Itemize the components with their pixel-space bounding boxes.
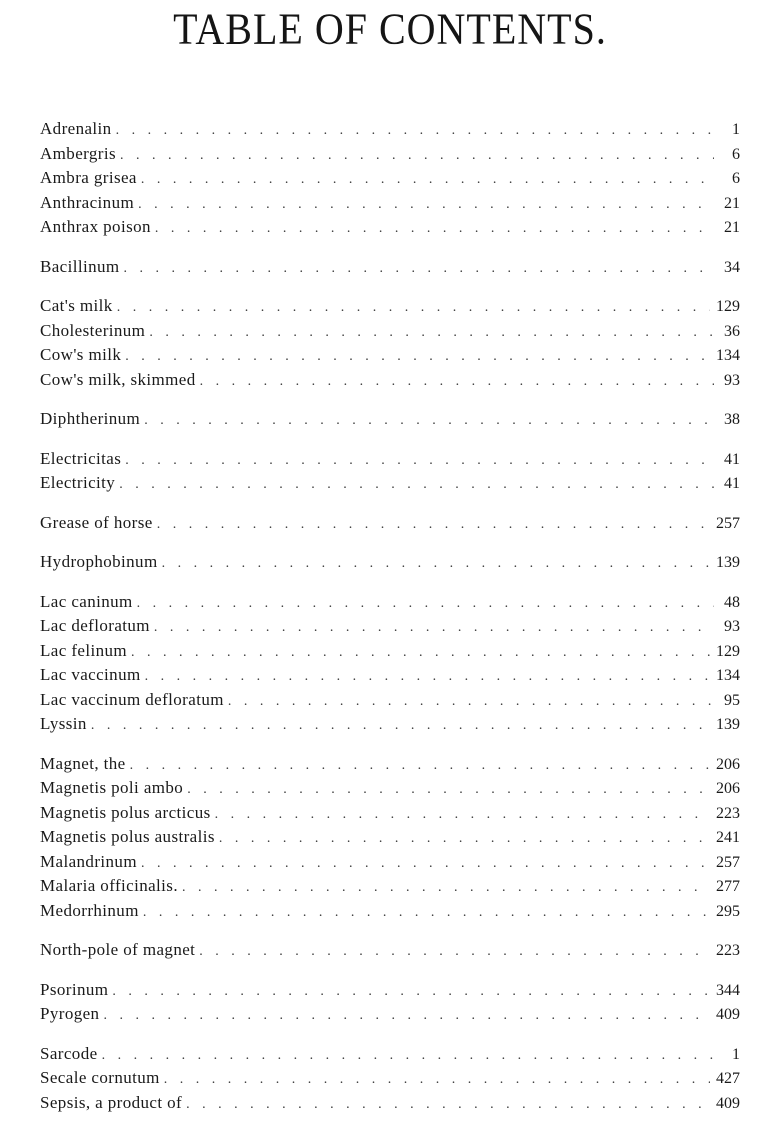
toc-entry-title: Lac caninum	[40, 591, 133, 611]
dot-leader	[164, 1068, 710, 1093]
toc-entry-title: Lac vaccinum defloratum	[40, 689, 224, 709]
toc-entry-page-number: 1	[732, 121, 740, 138]
toc-entry-page-number: 241	[716, 829, 740, 846]
toc-entry-title: Bacillinum	[40, 256, 120, 276]
toc-entry-title: Anthracinum	[40, 192, 135, 212]
dot-leader	[117, 296, 710, 321]
dot-leader	[130, 754, 710, 779]
toc-entry-title: Sepsis, a product of	[40, 1092, 183, 1112]
dot-leader	[124, 257, 714, 282]
toc-entry[interactable]	[40, 471, 740, 496]
toc-entry-page-number: 277	[716, 878, 740, 895]
toc-entry[interactable]	[40, 407, 740, 432]
toc-entry[interactable]	[40, 639, 740, 664]
dot-leader	[219, 827, 710, 852]
toc-entry-title: Pyrogen	[40, 1004, 100, 1023]
toc-entry[interactable]	[40, 191, 740, 216]
dot-leader	[215, 803, 710, 828]
toc-entry-title: Cholesterinum	[40, 320, 146, 340]
toc-entry[interactable]	[40, 1091, 740, 1116]
toc-entry-page-number: 427	[716, 1070, 740, 1087]
toc-entry-title: Magnet, the	[40, 753, 126, 773]
dot-leader	[131, 641, 710, 666]
toc-entry-page-number: 48	[724, 593, 740, 611]
dot-leader	[155, 217, 714, 242]
toc-entry-page-number: 134	[716, 667, 740, 684]
toc-entry-title: Malandrinum	[40, 851, 137, 871]
dot-leader	[138, 193, 714, 218]
dot-leader	[143, 901, 710, 926]
toc-group-g	[40, 511, 740, 536]
toc-entry-title: Magnetis poli ambo	[40, 778, 184, 797]
toc-entry-title: Ambergris	[40, 143, 116, 163]
toc-entry-page-number: 21	[724, 194, 740, 212]
toc-group-s	[40, 1042, 740, 1116]
toc-entry-page-number: 223	[716, 804, 740, 822]
toc-entry[interactable]	[40, 142, 740, 167]
toc-group-b	[40, 255, 740, 280]
dot-leader	[125, 345, 710, 370]
toc-entry-page-number: 129	[716, 298, 740, 315]
toc-entry[interactable]	[40, 688, 740, 713]
page-title: TABLE OF CONTENTS.	[173, 3, 607, 54]
toc-entry-page-number: 6	[732, 170, 740, 187]
toc-entry-page-number: 93	[724, 371, 740, 389]
dot-leader	[187, 778, 710, 803]
toc-entry-title: Diphtherinum	[40, 409, 141, 428]
toc-entry-page-number: 223	[716, 942, 740, 959]
toc-entry[interactable]	[40, 614, 740, 639]
dot-leader	[144, 409, 714, 434]
toc-entry[interactable]	[40, 1066, 740, 1091]
dot-leader	[228, 690, 714, 715]
dot-leader	[141, 168, 714, 193]
dot-leader	[125, 449, 714, 474]
toc-entry-title: Cow's milk, skimmed	[40, 369, 196, 389]
toc-entry-title: Hydrophobinum	[40, 552, 158, 571]
toc-group-m	[40, 752, 740, 924]
toc-entry-title: Ambra grisea	[40, 168, 137, 187]
toc-entry[interactable]	[40, 801, 740, 826]
toc-entry-page-number: 41	[724, 450, 740, 468]
toc-entry-title: Electricity	[40, 473, 116, 492]
dot-leader	[137, 592, 714, 617]
toc-entry-title: Cat's milk	[40, 296, 113, 315]
toc-entry-title: Psorinum	[40, 979, 109, 999]
toc-group-a	[40, 117, 740, 240]
dot-leader	[157, 513, 710, 538]
dot-leader	[112, 980, 710, 1005]
toc-entry[interactable]	[40, 294, 740, 319]
toc-entry-page-number: 34	[724, 258, 740, 276]
toc-entry-title: Magnetis polus australis	[40, 827, 215, 846]
toc-entry-page-number: 257	[716, 853, 740, 871]
toc-entry-page-number: 6	[732, 145, 740, 163]
toc-entry-page-number: 139	[716, 716, 740, 733]
dot-leader	[200, 370, 714, 395]
dot-leader	[162, 552, 710, 577]
dot-leader	[199, 940, 710, 965]
toc-entry[interactable]	[40, 550, 740, 575]
toc-entry-page-number: 38	[724, 411, 740, 428]
toc-entry-page-number: 295	[716, 902, 740, 920]
toc-entry-page-number: 129	[716, 642, 740, 660]
toc-entry-title: Lac defloratum	[40, 616, 150, 635]
toc-entry[interactable]	[40, 511, 740, 536]
toc-entry-title: Electricitas	[40, 448, 122, 468]
toc-entry-title: Secale cornutum	[40, 1068, 160, 1087]
toc-entry[interactable]	[40, 590, 740, 615]
toc-entry-page-number: 36	[724, 322, 740, 340]
dot-leader	[116, 119, 714, 144]
toc-entry-page-number: 21	[724, 219, 740, 236]
dot-leader	[119, 473, 714, 498]
toc-entry[interactable]	[40, 215, 740, 240]
toc-entry-title: Malaria officinalis.	[40, 876, 178, 895]
toc-entry[interactable]	[40, 663, 740, 688]
toc-entry-title: Lac felinum	[40, 640, 128, 660]
toc-entry-page-number: 409	[716, 1094, 740, 1112]
toc-entry-page-number: 344	[716, 981, 740, 999]
toc-entry[interactable]	[40, 117, 740, 142]
toc-entry[interactable]	[40, 343, 740, 368]
toc-entry-title: Lac vaccinum	[40, 665, 141, 684]
toc-entry-page-number: 95	[724, 691, 740, 709]
toc-entry[interactable]	[40, 874, 740, 899]
dot-leader	[102, 1044, 714, 1069]
toc-group-c	[40, 294, 740, 392]
dot-leader	[145, 665, 710, 690]
dot-leader	[91, 714, 710, 739]
toc-entry[interactable]	[40, 255, 740, 280]
toc-group-d	[40, 407, 740, 432]
toc-entry-title: Lyssin	[40, 714, 87, 733]
dot-leader	[103, 1004, 710, 1029]
toc-entry-title: Sarcode	[40, 1043, 98, 1063]
toc-entry-title: Anthrax poison	[40, 217, 151, 236]
toc-entry-title: Adrenalin	[40, 119, 112, 138]
toc-group-l	[40, 590, 740, 737]
toc-entry-page-number: 1	[732, 1045, 740, 1063]
toc-entry[interactable]	[40, 1042, 740, 1067]
toc-entry-page-number: 257	[716, 514, 740, 532]
dot-leader	[141, 852, 710, 877]
toc-entry[interactable]	[40, 712, 740, 737]
toc-entry[interactable]	[40, 752, 740, 777]
toc-entry[interactable]	[40, 850, 740, 875]
toc-group-e	[40, 447, 740, 496]
toc-entry-page-number: 41	[724, 475, 740, 492]
dot-leader	[120, 144, 714, 169]
toc-entry[interactable]	[40, 319, 740, 344]
toc-entry[interactable]	[40, 978, 740, 1003]
toc-entry[interactable]	[40, 776, 740, 801]
toc-entry-page-number: 409	[716, 1006, 740, 1023]
dot-leader	[154, 616, 714, 641]
toc-group-h	[40, 550, 740, 575]
toc-entry-page-number: 206	[716, 780, 740, 797]
toc-entry[interactable]	[40, 166, 740, 191]
toc-entry-page-number: 206	[716, 755, 740, 773]
toc-group-n	[40, 938, 740, 963]
toc-entry-title: Cow's milk	[40, 345, 122, 364]
toc-entry-title: Grease of horse	[40, 512, 153, 532]
toc-entry[interactable]	[40, 825, 740, 850]
toc-entry-title: Medorrhinum	[40, 900, 139, 920]
toc-entry[interactable]	[40, 899, 740, 924]
toc-entry[interactable]	[40, 938, 740, 963]
toc-entry-page-number: 139	[716, 554, 740, 571]
toc-entry-page-number: 93	[724, 618, 740, 635]
toc-entry-title: Magnetis polus arcticus	[40, 802, 211, 822]
toc-entry[interactable]	[40, 368, 740, 393]
dot-leader	[182, 876, 710, 901]
toc-entry-page-number: 134	[716, 347, 740, 364]
table-of-contents	[40, 117, 740, 1130]
toc-entry[interactable]	[40, 447, 740, 472]
dot-leader	[149, 321, 714, 346]
toc-group-p	[40, 978, 740, 1027]
toc-entry-title: North-pole of magnet	[40, 940, 196, 959]
toc-entry[interactable]	[40, 1002, 740, 1027]
dot-leader	[186, 1093, 710, 1118]
